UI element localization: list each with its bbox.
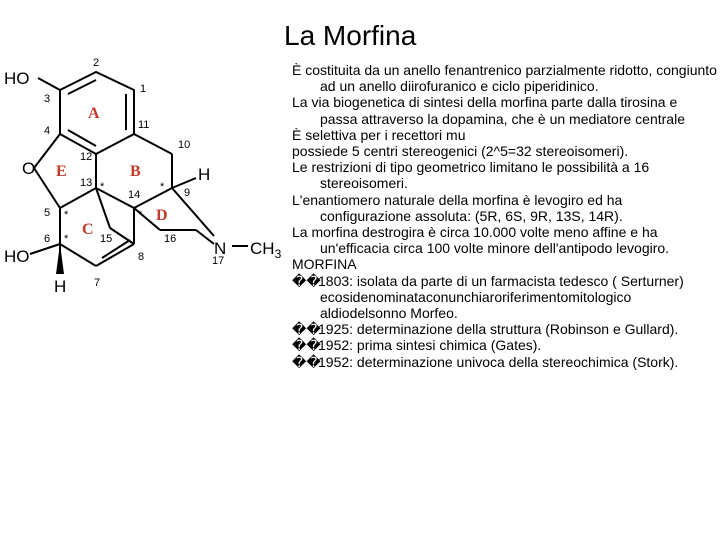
- bullet-icon: ��: [292, 353, 321, 370]
- paragraph: La morfina destrogira è circa 10.000 volte meno affine e ha un'efficacia circa 100 volte minore dell'antipodo levogiro.: [292, 224, 670, 257]
- atom-number: 5: [44, 207, 51, 219]
- atom-number: 6: [44, 233, 51, 245]
- ch3-label: $CH_3$: [250, 239, 282, 261]
- atom-number: 14: [128, 189, 141, 201]
- history-item: [292, 273, 717, 322]
- stereo-mark: *: [160, 181, 165, 193]
- history-item: [292, 354, 717, 370]
- paragraph: Le restrizioni di tipo geometrico limitano le possibilità a 16 stereoisomeri.: [292, 159, 650, 192]
- section-heading: MORFINA: [292, 256, 357, 273]
- history-item-text: 1952: determinazione univoca della stereochimica (Stork).: [318, 353, 679, 370]
- page-title: La Morfina: [284, 20, 417, 51]
- atom-number: 4: [44, 125, 51, 137]
- paragraph: possiede 5 centri stereogenici (2^5=32 stereoisomeri).: [292, 143, 629, 160]
- stereo-mark: *: [64, 233, 69, 245]
- h-bottom-label: H: [54, 277, 67, 296]
- ring-label-b: B: [130, 163, 141, 180]
- atom-number: 2: [93, 57, 100, 69]
- atom-number: 17: [212, 255, 225, 267]
- stereo-mark: *: [64, 209, 69, 221]
- history-item: [292, 321, 717, 337]
- stereo-mark: *: [100, 181, 105, 193]
- ho-bottom-label: HO: [4, 247, 30, 266]
- oxygen-label: O: [22, 159, 36, 178]
- atom-number: 13: [80, 177, 93, 189]
- atom-number: 12: [80, 151, 93, 163]
- text-body: [292, 62, 717, 370]
- ho-top-label: HO: [4, 69, 30, 88]
- nitrogen-label: N: [214, 239, 227, 258]
- atom-number: 11: [138, 119, 150, 131]
- h-right-label: H: [198, 165, 211, 184]
- bullet-icon: ��: [292, 337, 321, 354]
- ring-label-d: D: [156, 207, 168, 224]
- stereo-mark: *: [138, 209, 143, 221]
- atom-number: 9: [184, 187, 191, 199]
- paragraph: È costituita da un anello fenantrenico parzialmente ridotto, congiunto ad un anello diirofuranico e ciclo piperidinico.: [292, 62, 717, 95]
- atom-number: 7: [94, 277, 101, 289]
- history-item-text: 1952: prima sintesi chimica (Gates).: [318, 337, 542, 354]
- ring-label-a: A: [88, 105, 100, 122]
- bullet-icon: ��: [292, 272, 321, 289]
- ring-label-e: E: [56, 163, 67, 180]
- history-item-text: 1925: determinazione della struttura (Robinson e Gullard).: [318, 321, 679, 338]
- history-item-text: 1803: isolata da parte di un farmacista tedesco ( Serturner) ecosidenominataconunchiaroriferimentomitologico aldiodelsonno Morfeo.: [318, 272, 684, 322]
- history-item: [292, 337, 717, 353]
- atom-number: 1: [140, 83, 147, 95]
- paragraph: La via biogenetica di sintesi della morfina parte dalla tirosina e passa attraverso la dopamina, che è un mediatore centrale: [292, 94, 685, 127]
- ring-label-c: C: [82, 221, 94, 238]
- paragraph: È selettiva per i recettori mu: [292, 126, 466, 143]
- morphine-structure-diagram: [0, 48, 290, 298]
- bullet-icon: ��: [292, 321, 321, 338]
- atom-number: 15: [100, 233, 113, 245]
- atom-number: 8: [138, 251, 145, 263]
- atom-number: 16: [164, 233, 177, 245]
- atom-number: 10: [178, 139, 191, 151]
- paragraph: L'enantiomero naturale della morfina è levogiro ed ha configurazione assoluta: (5R, 6S, 9R, 13S, 14R).: [292, 191, 623, 224]
- atom-number: 3: [44, 93, 51, 105]
